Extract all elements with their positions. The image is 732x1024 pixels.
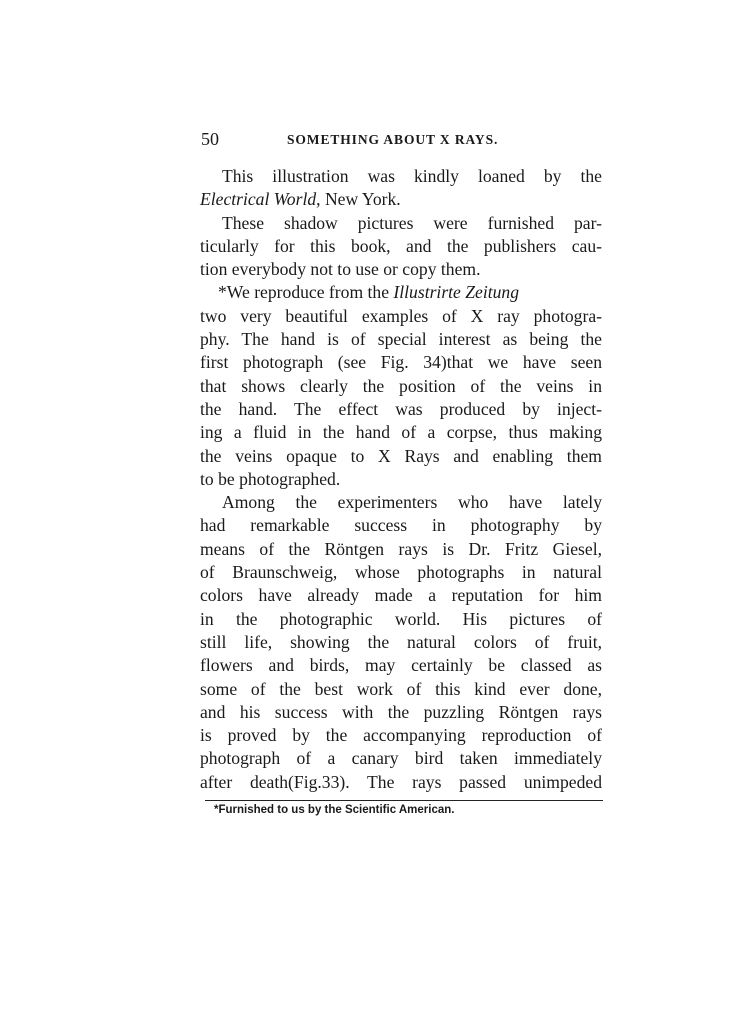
text-line: first photograph (see Fig. 34)that we have seen <box>200 352 602 373</box>
text-line <box>200 188 602 211</box>
text-span: , New York. <box>316 189 401 210</box>
text-line: is proved by the accompanying reproduction of <box>200 725 602 746</box>
running-header <box>201 128 601 150</box>
page-number: 50 <box>201 129 219 149</box>
text-line: that shows clearly the position of the veins in <box>200 375 602 396</box>
text-line: ticularly for this book, and the publishers cau- <box>200 235 602 256</box>
text-line: of Braunschweig, whose photographs in natural <box>200 562 602 583</box>
text-line: flowers and birds, may certainly be classed as <box>200 655 602 676</box>
text-line: These shadow pictures were furnished par- <box>222 212 602 233</box>
body-text <box>200 165 602 794</box>
footnote-rule <box>205 800 603 801</box>
text-line: means of the Röntgen rays is Dr. Fritz Giesel, <box>200 538 602 559</box>
footnote: *Furnished to us by the Scientific American. <box>214 804 455 816</box>
text-line: still life, showing the natural colors of fruit, <box>200 631 602 652</box>
text-line: after death(Fig.33). The rays passed unimpeded <box>200 771 602 792</box>
running-title: SOMETHING ABOUT X RAYS. <box>287 132 499 147</box>
text-line: had remarkable success in photography by <box>200 515 602 536</box>
text-line: photograph of a canary bird taken immediately <box>200 748 602 769</box>
text-line: This illustration was kindly loaned by the <box>222 166 602 186</box>
text-line: two very beautiful examples of X ray photogra- <box>200 305 602 326</box>
text-line: some of the best work of this kind ever done, <box>200 678 602 699</box>
text-line: to be photographed. <box>200 468 341 489</box>
text-line: the veins opaque to X Rays and enabling them <box>200 445 602 466</box>
text-line: the hand. The effect was produced by inject- <box>200 398 602 419</box>
text-line: in the photographic world. His pictures of <box>200 608 602 629</box>
publication-title: Illustrirte Zeitung <box>393 282 520 303</box>
text-span: *We reproduce from the <box>218 282 394 303</box>
text-line: phy. The hand is of special interest as being the <box>200 329 602 350</box>
text-line <box>200 281 602 304</box>
text-line: Among the experimenters who have lately <box>222 492 602 513</box>
text-line: colors have already made a reputation for him <box>200 585 602 606</box>
text-line: and his success with the puzzling Röntgen rays <box>200 701 602 722</box>
text-line: ing a fluid in the hand of a corpse, thus making <box>200 422 602 443</box>
text-line: tion everybody not to use or copy them. <box>200 259 481 280</box>
publication-title: Electrical World <box>200 189 317 210</box>
